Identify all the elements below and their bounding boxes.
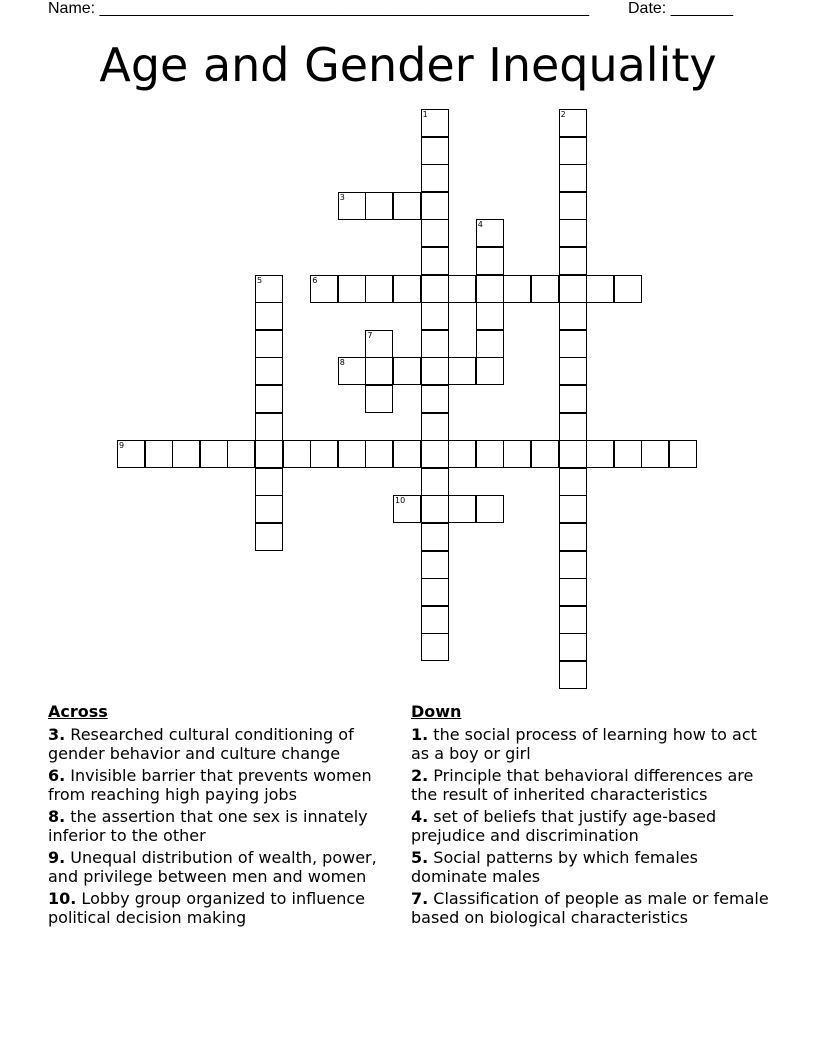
clue-num: 8. bbox=[48, 807, 66, 826]
grid-cell[interactable] bbox=[559, 440, 587, 468]
date-field-label[interactable]: Date: _______ bbox=[628, 0, 733, 17]
grid-cell[interactable] bbox=[255, 495, 283, 523]
clue-number: 7 bbox=[367, 330, 373, 340]
grid-cell[interactable] bbox=[559, 192, 587, 220]
grid-cell[interactable] bbox=[255, 330, 283, 358]
grid-cell[interactable] bbox=[365, 330, 393, 358]
grid-cell[interactable] bbox=[448, 440, 476, 468]
grid-cell[interactable] bbox=[421, 468, 449, 496]
grid-cell[interactable] bbox=[200, 440, 228, 468]
grid-cell[interactable] bbox=[227, 440, 255, 468]
grid-cell[interactable] bbox=[145, 440, 173, 468]
clue-num: 10. bbox=[48, 889, 77, 908]
grid-cell[interactable] bbox=[421, 357, 449, 385]
across-clue bbox=[48, 766, 393, 804]
clue-text: Lobby group organized to influence political decision making bbox=[48, 889, 365, 927]
grid-cell[interactable] bbox=[393, 495, 421, 523]
grid-cell[interactable] bbox=[559, 357, 587, 385]
grid-cell[interactable] bbox=[476, 275, 504, 303]
grid-cell[interactable] bbox=[421, 495, 449, 523]
clue-number: 6 bbox=[312, 275, 318, 285]
grid-cell[interactable] bbox=[559, 633, 587, 661]
page-title: Age and Gender Inequality bbox=[99, 38, 717, 92]
across-clue bbox=[48, 889, 393, 927]
grid-cell[interactable] bbox=[641, 440, 669, 468]
grid-cell[interactable] bbox=[476, 219, 504, 247]
grid-cell[interactable] bbox=[255, 385, 283, 413]
clue-text: Invisible barrier that prevents women from reaching high paying jobs bbox=[48, 766, 372, 804]
grid-cell[interactable] bbox=[421, 578, 449, 606]
clue-number: 1 bbox=[422, 110, 428, 119]
grid-cell[interactable] bbox=[586, 440, 614, 468]
clue-text: Classification of people as male or female based on biological characteristics bbox=[411, 889, 769, 927]
clue-num: 9. bbox=[48, 848, 66, 867]
grid-cell[interactable] bbox=[448, 495, 476, 523]
grid-cell[interactable] bbox=[559, 164, 587, 192]
down-clue bbox=[411, 889, 771, 927]
grid-cell[interactable] bbox=[559, 578, 587, 606]
clue-number: 10 bbox=[395, 496, 406, 506]
clue-text: Principle that behavioral differences are the result of inherited characteristics bbox=[411, 766, 754, 804]
grid-cell[interactable] bbox=[421, 523, 449, 551]
grid-cell[interactable] bbox=[365, 275, 393, 303]
grid-cell[interactable] bbox=[393, 357, 421, 385]
grid-cell[interactable] bbox=[586, 275, 614, 303]
grid-cell[interactable] bbox=[559, 109, 587, 137]
grid-cell[interactable] bbox=[283, 440, 311, 468]
grid-cell[interactable] bbox=[559, 302, 587, 330]
grid-cell[interactable] bbox=[476, 357, 504, 385]
grid-cell[interactable] bbox=[117, 440, 145, 468]
clue-num: 6. bbox=[48, 766, 66, 785]
grid-cell[interactable] bbox=[421, 606, 449, 634]
clue-num: 2. bbox=[411, 766, 429, 785]
clue-text: set of beliefs that justify age-based prejudice and discrimination bbox=[411, 807, 717, 845]
grid-cell[interactable] bbox=[476, 495, 504, 523]
grid-cell[interactable] bbox=[559, 468, 587, 496]
clue-text: Social patterns by which females dominate males bbox=[411, 848, 698, 886]
across-clues bbox=[48, 700, 393, 930]
grid-cell[interactable] bbox=[559, 219, 587, 247]
grid-cell[interactable] bbox=[421, 330, 449, 358]
grid-cell[interactable] bbox=[503, 275, 531, 303]
grid-cell[interactable] bbox=[365, 440, 393, 468]
clue-num: 7. bbox=[411, 889, 429, 908]
grid-cell[interactable] bbox=[476, 330, 504, 358]
grid-cell[interactable] bbox=[421, 385, 449, 413]
down-clue bbox=[411, 766, 771, 804]
grid-cell[interactable] bbox=[559, 413, 587, 441]
grid-cell[interactable] bbox=[365, 385, 393, 413]
grid-cell[interactable] bbox=[365, 357, 393, 385]
grid-cell[interactable] bbox=[503, 440, 531, 468]
clue-text: Researched cultural conditioning of gender behavior and culture change bbox=[48, 725, 354, 763]
grid-cell[interactable] bbox=[421, 247, 449, 275]
grid-cell[interactable] bbox=[421, 440, 449, 468]
clue-text: the assertion that one sex is innately inferior to the other bbox=[48, 807, 368, 845]
grid-cell[interactable] bbox=[255, 523, 283, 551]
grid-cell[interactable] bbox=[421, 164, 449, 192]
grid-cell[interactable] bbox=[559, 606, 587, 634]
grid-cell[interactable] bbox=[559, 385, 587, 413]
clue-number: 2 bbox=[560, 110, 566, 119]
grid-cell[interactable] bbox=[255, 440, 283, 468]
grid-cell[interactable] bbox=[559, 330, 587, 358]
grid-cell[interactable] bbox=[310, 275, 338, 303]
grid-cell[interactable] bbox=[559, 661, 587, 689]
grid-cell[interactable] bbox=[448, 275, 476, 303]
clue-number: 9 bbox=[119, 441, 125, 451]
across-clue bbox=[48, 848, 393, 886]
grid-cell[interactable] bbox=[559, 551, 587, 579]
down-heading: Down bbox=[411, 702, 462, 721]
down-clue-list bbox=[411, 725, 771, 927]
grid-cell[interactable] bbox=[559, 137, 587, 165]
grid-cell[interactable] bbox=[421, 275, 449, 303]
clue-num: 3. bbox=[48, 725, 66, 744]
grid-cell[interactable] bbox=[338, 440, 366, 468]
grid-cell[interactable] bbox=[421, 302, 449, 330]
grid-cell[interactable] bbox=[338, 275, 366, 303]
grid-cell[interactable] bbox=[310, 440, 338, 468]
grid-cell[interactable] bbox=[614, 440, 642, 468]
clue-num: 1. bbox=[411, 725, 429, 744]
grid-cell[interactable] bbox=[421, 109, 449, 137]
grid-cell[interactable] bbox=[614, 275, 642, 303]
clue-num: 4. bbox=[411, 807, 429, 826]
grid-cell[interactable] bbox=[559, 523, 587, 551]
grid-cell[interactable] bbox=[255, 275, 283, 303]
grid-cell[interactable] bbox=[421, 551, 449, 579]
grid-cell[interactable] bbox=[559, 275, 587, 303]
down-clue bbox=[411, 848, 771, 886]
grid-cell[interactable] bbox=[476, 440, 504, 468]
down-clue bbox=[411, 807, 771, 845]
across-heading: Across bbox=[48, 702, 108, 721]
grid-cell[interactable] bbox=[393, 440, 421, 468]
grid-cell[interactable] bbox=[531, 440, 559, 468]
grid-cell[interactable] bbox=[393, 192, 421, 220]
clue-text: the social process of learning how to act as a boy or girl bbox=[411, 725, 757, 763]
grid-cell[interactable] bbox=[476, 302, 504, 330]
grid-cell[interactable] bbox=[421, 413, 449, 441]
grid-cell[interactable] bbox=[421, 192, 449, 220]
clue-number: 5 bbox=[257, 275, 263, 285]
grid-cell[interactable] bbox=[338, 357, 366, 385]
down-clue bbox=[411, 725, 771, 763]
grid-cell[interactable] bbox=[421, 219, 449, 247]
across-clue bbox=[48, 807, 393, 845]
grid-cell[interactable] bbox=[393, 275, 421, 303]
clue-num: 5. bbox=[411, 848, 429, 867]
grid-cell[interactable] bbox=[255, 302, 283, 330]
name-field-label[interactable]: Name: _______________________________________________________ bbox=[48, 0, 589, 17]
grid-cell[interactable] bbox=[669, 440, 697, 468]
clue-text: Unequal distribution of wealth, power, and privilege between men and women bbox=[48, 848, 377, 886]
grid-cell[interactable] bbox=[365, 192, 393, 220]
grid-cell[interactable] bbox=[172, 440, 200, 468]
clue-number: 4 bbox=[477, 220, 483, 230]
grid-cell[interactable] bbox=[448, 357, 476, 385]
across-clue bbox=[48, 725, 393, 763]
clue-number: 8 bbox=[339, 358, 345, 368]
clue-number: 3 bbox=[339, 192, 345, 202]
across-clue-list bbox=[48, 725, 393, 927]
grid-cell[interactable] bbox=[559, 247, 587, 275]
grid-cell[interactable] bbox=[421, 137, 449, 165]
grid-cell[interactable] bbox=[531, 275, 559, 303]
grid-cell[interactable] bbox=[421, 633, 449, 661]
grid-cell[interactable] bbox=[476, 247, 504, 275]
grid-cell[interactable] bbox=[255, 413, 283, 441]
grid-cell[interactable] bbox=[255, 468, 283, 496]
grid-cell[interactable] bbox=[338, 192, 366, 220]
grid-cell[interactable] bbox=[255, 357, 283, 385]
grid-cell[interactable] bbox=[559, 495, 587, 523]
down-clues bbox=[411, 700, 771, 930]
